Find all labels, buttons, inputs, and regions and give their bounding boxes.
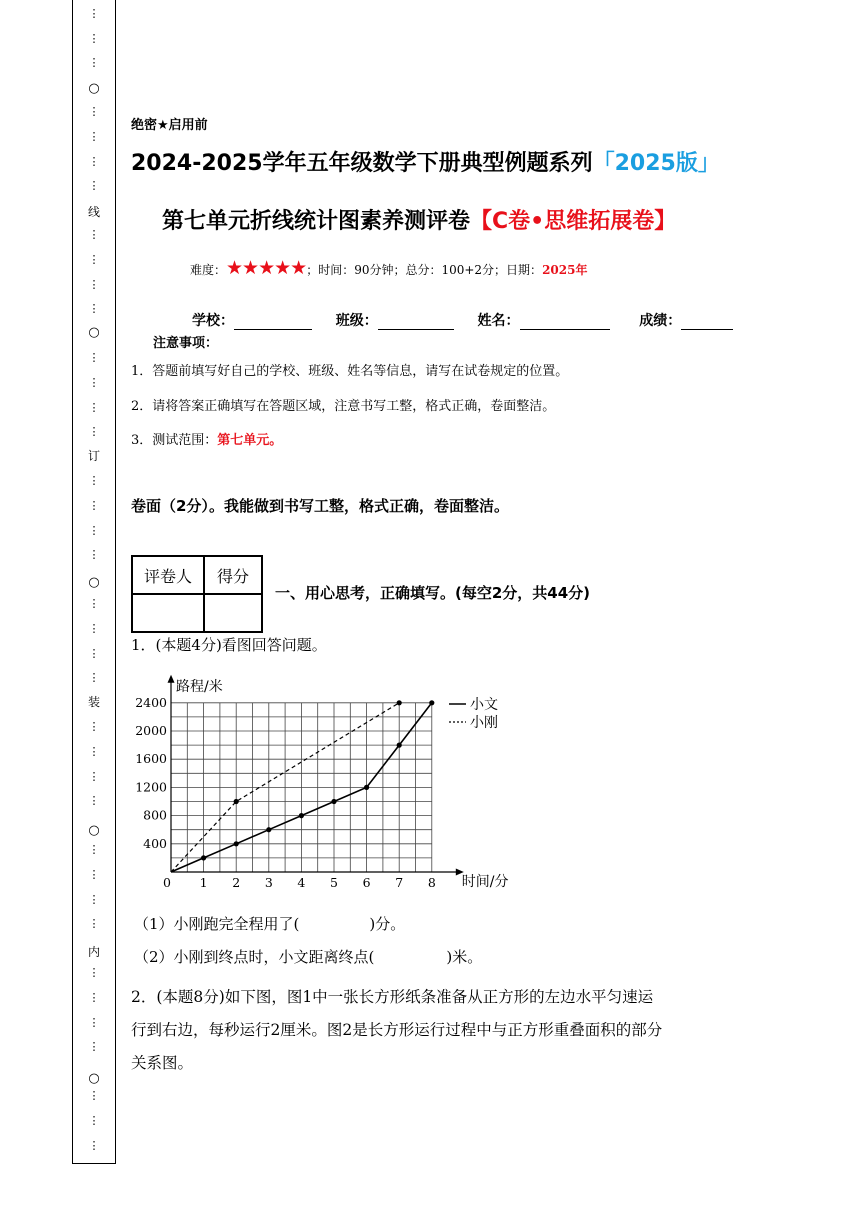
exam-meta [190, 257, 587, 279]
x-tick-label: 0 [163, 875, 171, 890]
score-cell[interactable] [204, 594, 262, 632]
data-point-小文 [201, 855, 206, 860]
binding-dots: ⋮ [88, 1089, 100, 1103]
binding-dots: ⋮ [88, 892, 100, 906]
page-title [131, 146, 720, 177]
score-label: 成绩： [639, 313, 682, 329]
score-header: 得分 [204, 556, 262, 594]
data-point-小文 [331, 799, 336, 804]
binding-dots: ⋮ [88, 622, 100, 635]
binding-dots: ⋮ [88, 154, 100, 168]
binding-dots: ⋮ [88, 597, 100, 611]
data-point-小刚 [397, 700, 402, 705]
binding-dots: ⋮ [88, 400, 100, 414]
data-point-小文 [299, 813, 304, 818]
x-tick-label: 6 [362, 875, 371, 890]
binding-dots: ⋮ [88, 253, 100, 266]
binding-dots: ⋮ [88, 474, 100, 488]
neatness-statement: 卷面（2分）。我能做到书写工整，格式正确，卷面整洁。 [131, 497, 509, 515]
binding-dots: ⋮ [88, 376, 100, 389]
binding-dots: ⋮ [88, 991, 100, 1004]
class-label: 班级： [335, 313, 378, 329]
info-fields [192, 310, 733, 330]
binding-dots: ⋮ [88, 523, 100, 537]
binding-dots: ⋮ [88, 130, 100, 143]
notice-item-1: 1．答题前填写好自己的学校、班级、姓名等信息，请写在试卷规定的位置。 [131, 364, 569, 379]
binding-dots: ⋮ [88, 868, 100, 881]
binding-circle-icon: ○ [88, 823, 100, 838]
question-1-sub-2-pre: （2）小刚到终点时，小文距离终点( [134, 948, 375, 966]
question-1-sub-1 [134, 913, 405, 934]
section-1-title: 一、用心思考，正确填写。(每空2分，共44分) [275, 584, 591, 602]
question-1-stem: 1．(本题4分)看图回答问题。 [131, 636, 327, 654]
binding-dots: ⋮ [88, 1138, 100, 1152]
binding-dots: ⋮ [88, 646, 100, 660]
binding-circle-icon: ○ [88, 575, 100, 590]
binding-margin [72, 0, 116, 1164]
binding-dots: ⋮ [88, 56, 100, 70]
binding-dots: ⋮ [88, 794, 100, 808]
y-tick-label: 1600 [135, 751, 167, 767]
reviewer-cell[interactable] [132, 594, 204, 632]
reviewer-header: 评卷人 [132, 556, 204, 594]
binding-dots: ⋮ [88, 228, 100, 242]
class-field[interactable] [378, 315, 454, 330]
legend-label-dotted: 小刚 [470, 715, 498, 731]
binding-dots: ⋮ [88, 1114, 100, 1127]
score-field[interactable] [681, 315, 733, 330]
binding-dots: ⋮ [88, 277, 100, 291]
y-tick-label: 400 [143, 835, 167, 851]
binding-dots: ⋮ [88, 105, 100, 119]
question-2-line-1: 2．(本题8分)如下图，图1中一张长方形纸条准备从正方形的左边水平匀速运 [131, 988, 654, 1006]
binding-dots: ⋮ [88, 302, 100, 316]
binding-dots: ⋮ [88, 1015, 100, 1029]
y-axis-label: 路程/米 [176, 678, 223, 695]
y-tick-label: 800 [143, 807, 167, 823]
x-tick-label: 1 [199, 875, 208, 890]
x-axis-label: 时间/分 [461, 874, 509, 890]
binding-dots: ⋮ [88, 720, 100, 734]
name-label: 姓名： [477, 313, 520, 329]
question-1-sub-2-post: )米。 [446, 948, 483, 966]
x-tick-label: 3 [264, 875, 273, 890]
data-point-小文 [234, 841, 239, 846]
binding-dots: ⋮ [88, 425, 100, 439]
page-subtitle [162, 204, 676, 235]
page-subtitle-tag: 【C卷•思维拓展卷】 [470, 209, 677, 234]
question-1-sub-1-pre: （1）小刚跑完全程用了( [134, 915, 300, 933]
binding-dots: ⋮ [88, 843, 100, 857]
data-point-小文 [397, 743, 402, 748]
y-axis-arrow-icon [168, 675, 175, 683]
exam-meta-rest: ；时间：90分钟；总分：100+2分；日期： [306, 263, 543, 277]
binding-dots: ⋮ [88, 917, 100, 931]
binding-dots: ⋮ [88, 548, 100, 562]
binding-dots: ⋮ [88, 966, 100, 980]
binding-dots: ⋮ [88, 7, 100, 20]
x-tick-label: 7 [395, 875, 404, 890]
data-point-小文 [364, 785, 369, 790]
y-tick-label: 1200 [135, 779, 167, 795]
test-range: 第七单元。 [217, 433, 283, 448]
binding-dots: ⋮ [88, 499, 100, 512]
notice-item-3-prefix: 3．测试范围： [131, 433, 218, 448]
name-field[interactable] [520, 315, 610, 330]
binding-circle-icon: ○ [88, 81, 100, 96]
x-tick-label: 5 [330, 875, 338, 890]
secret-label: 绝密★启用前 [131, 118, 208, 133]
binding-circle-icon: ○ [88, 1071, 100, 1086]
binding-dots: ⋮ [88, 351, 100, 365]
data-point-小刚 [234, 799, 239, 804]
page-subtitle-main: 第七单元折线统计图素养测评卷 [162, 209, 471, 234]
binding-dots: ⋮ [88, 745, 100, 758]
binding-dots: ⋮ [88, 769, 100, 783]
question-1-sub-2 [134, 946, 482, 967]
page-title-edition: 「2025版」 [592, 151, 720, 176]
binding-marker: 装 [87, 695, 100, 709]
question-2-line-2: 行到右边，每秒运行2厘米。图2是长方形运行过程中与正方形重叠面积的部分 [131, 1021, 663, 1039]
distance-time-chart [128, 668, 528, 896]
notice-title: 注意事项： [153, 336, 219, 351]
notice-item-3 [131, 429, 282, 448]
binding-dots: ⋮ [88, 31, 100, 45]
difficulty-stars-icon: ★★★★★ [226, 257, 307, 279]
x-tick-label: 4 [297, 875, 306, 890]
binding-dots: ⋮ [88, 1040, 100, 1054]
binding-marker: 线 [87, 205, 100, 219]
school-field[interactable] [234, 315, 312, 330]
data-point-小文 [429, 700, 434, 705]
binding-marker: 内 [87, 945, 100, 959]
school-label: 学校： [192, 313, 234, 329]
binding-marker: 订 [87, 449, 100, 463]
exam-date: 2025年 [542, 263, 588, 277]
binding-dots: ⋮ [88, 671, 100, 685]
y-tick-label: 2400 [135, 694, 167, 710]
legend-label-solid: 小文 [470, 697, 498, 713]
page-title-main: 2024-2025学年五年级数学下册典型例题系列 [131, 151, 593, 176]
y-tick-label: 2000 [135, 723, 167, 738]
notice-item-2: 2．请将答案正确填写在答题区域，注意书写工整，格式正确，卷面整洁。 [131, 399, 556, 414]
data-point-小文 [266, 827, 271, 832]
binding-dots: ⋮ [88, 179, 100, 193]
x-tick-label: 8 [427, 875, 436, 890]
score-table [131, 555, 263, 633]
question-2-line-3: 关系图。 [131, 1054, 194, 1072]
question-1-sub-1-post: )分。 [369, 915, 406, 933]
x-tick-label: 2 [232, 875, 241, 890]
binding-circle-icon: ○ [88, 325, 100, 340]
difficulty-label: 难度： [190, 263, 227, 277]
